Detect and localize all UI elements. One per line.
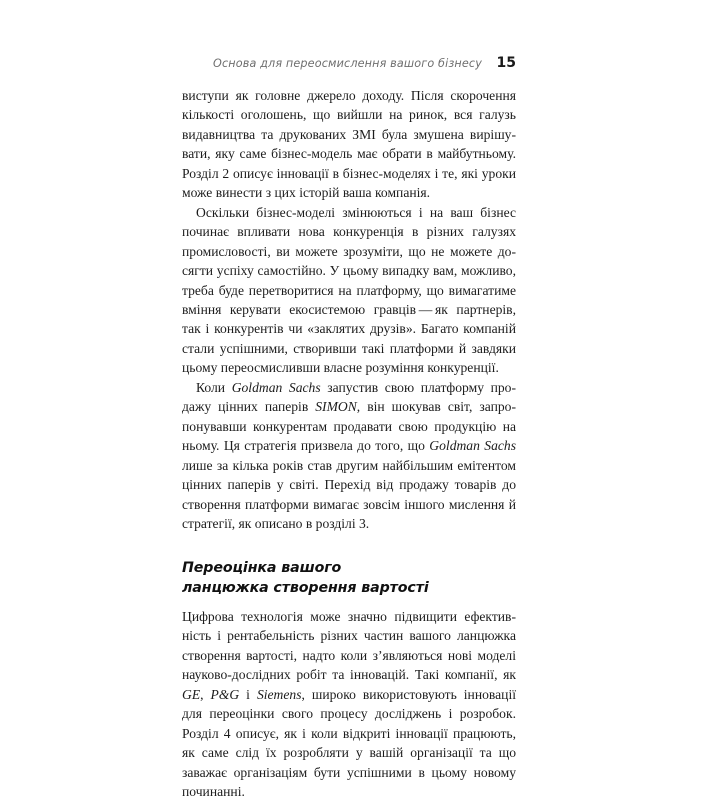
paragraph-group-before-heading bbox=[182, 86, 516, 533]
page-number: 15 bbox=[496, 55, 516, 71]
section-heading-line-1: Переоцінка вашого bbox=[182, 560, 342, 577]
emphasis-text: GE bbox=[182, 686, 201, 702]
body-paragraph: Оскільки бізнес-моделі змінюються і на ваш бізнес починає впливати нова конкуренція в різних галузях промисловості, ви можете зрозуміти, що не можете досягти успіху самостійно. У цьому випадку вам, можливо, треба буде перетворитися на платформу, що вимагатиме вміння керувати екосистемою гравців — як партнерів, так і конкурентів чи «заклятих друзів». Багато компаній стали успішними, створивши такі платформи й завдяки цьому переосмисливши власне розуміння конкуренції. bbox=[182, 204, 516, 376]
paragraph-group-after-heading bbox=[182, 607, 516, 802]
text-column bbox=[182, 86, 516, 802]
emphasis-text: SIMON bbox=[315, 399, 357, 415]
running-head-title: Основа для переосмислення вашого бізнесу bbox=[212, 57, 482, 70]
emphasis-text: Goldman Sachs bbox=[231, 379, 321, 395]
section-heading-block bbox=[182, 559, 516, 598]
emphasis-text: Goldman Sachs bbox=[429, 438, 516, 454]
body-paragraph: Цифрова технологія може значно підвищити ефективність і рентабельність різних частин вашого ланцюжка створення вартості, надто коли з’являються нові моделі науково-дослідних робіт та інновацій. Такі компанії, як GE, P&G і Siemens, широко використовують інновації для переоцінки свого процесу досліджень і розробок. Розділ 4 описує, як і коли відкриті інновації працюють, як саме слід їх розробляти у вашій організації та що заважає організаціям бути успішними в цьому новому починанні. bbox=[182, 609, 517, 800]
section-heading-line-2: ланцюжка створення вартості bbox=[182, 579, 429, 596]
running-head bbox=[182, 55, 516, 71]
emphasis-text: P&G bbox=[210, 686, 240, 702]
body-paragraph: виступи як головне джерело доходу. Після скорочення кількості оголошень, що вийшли на ринок, вся галузь видавництва та друкованих ЗМІ була змушена вирішувати, яку саме бізнес-модель має обрати в майбутньому. Розділ 2 описує інновації в бізнес-моделях і те, які уроки може винести з цих історій ваша компанія. bbox=[182, 88, 516, 201]
body-paragraph: Коли Goldman Sachs запустив свою платформу продажу цінних паперів SIMON, він шокував світ, запропонувавши конкурентам продавати свою продукцію на ньому. Ця стратегія призвела до того, що Goldman Sachs лише за кілька років став другим найбільшим емітентом цінних паперів у світі. Перехід від продажу товарів до створення платформи вимагає зовсім іншого мислення й стратегії, як описано в розділі 3. bbox=[182, 379, 517, 531]
emphasis-text: Siemens bbox=[256, 686, 302, 702]
